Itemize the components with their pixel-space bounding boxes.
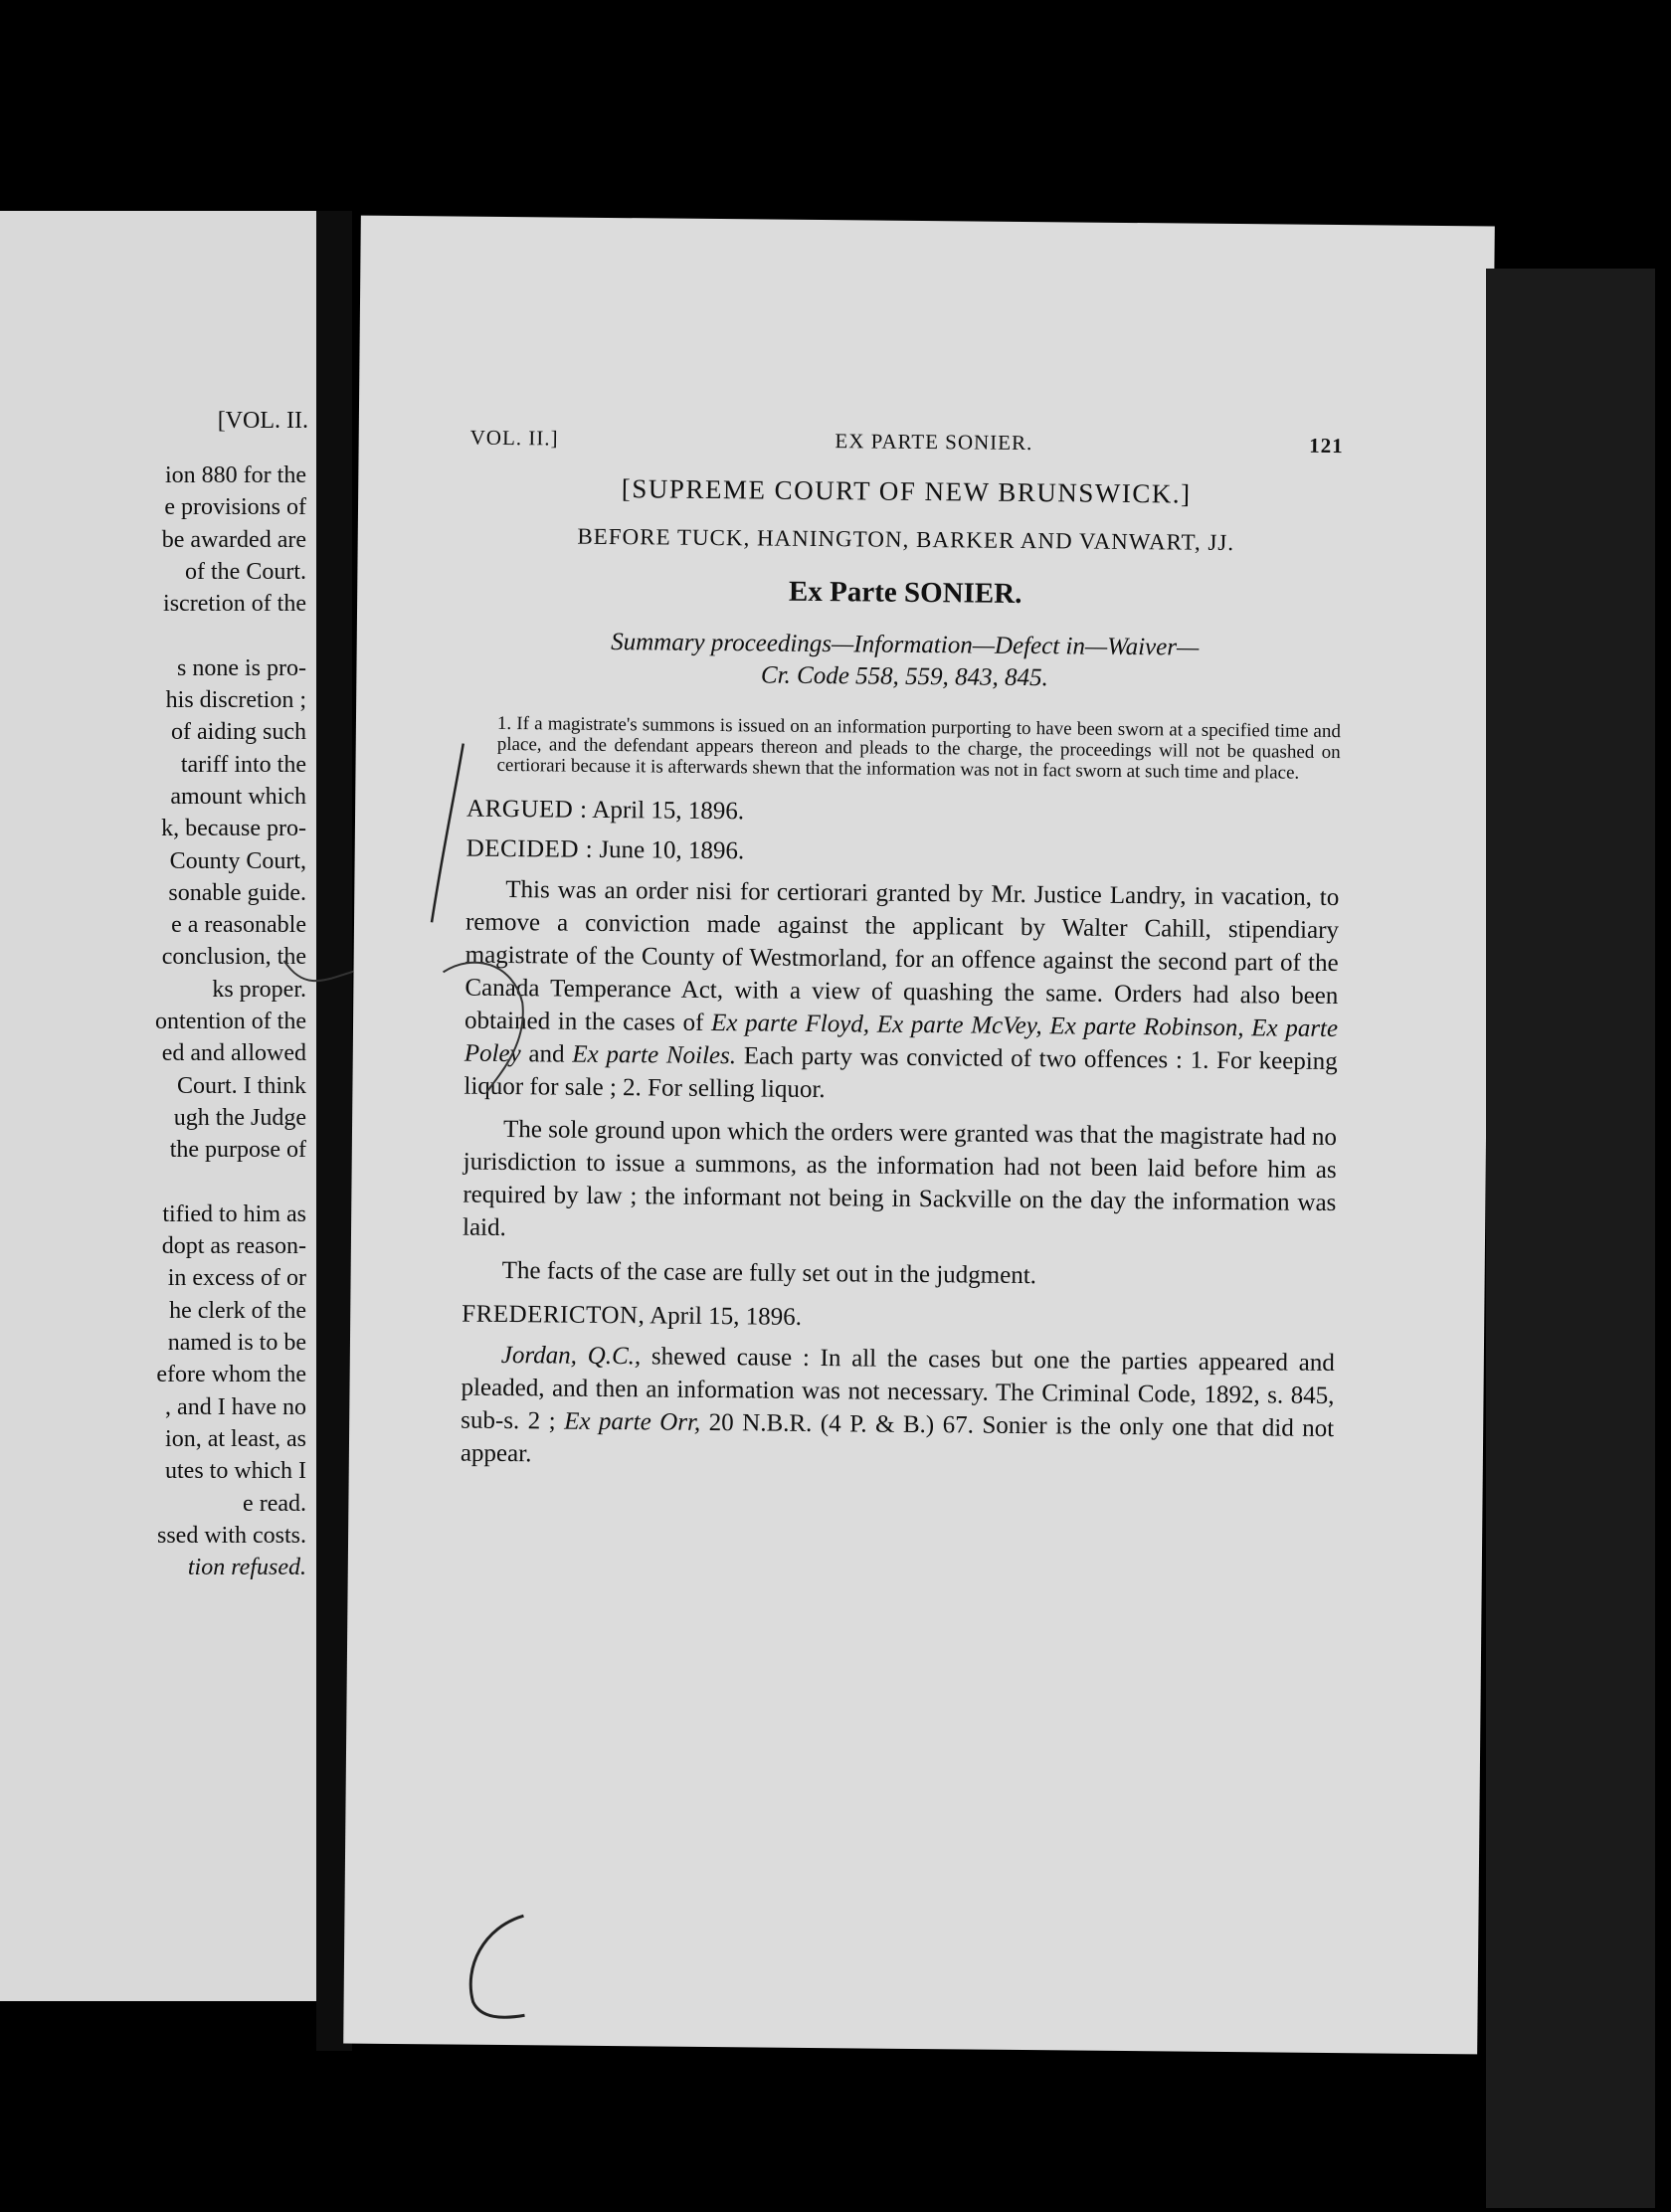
paragraph-ground: The sole ground upon which the orders were granted was that the magistrate had no jurisdiction to issue a summons, as the information had not been laid before him as required by law ; the informant not being in Sackville on the day the information was laid.	[462, 1115, 1338, 1242]
left-page-line: tariff into the	[180, 751, 306, 778]
pencil-margin-line	[414, 733, 555, 953]
case-citation: Ex parte Orr,	[564, 1407, 701, 1436]
bench-line: BEFORE TUCK, HANINGTON, BARKER AND VANWART, JJ.	[577, 523, 1235, 556]
right-page-text	[461, 426, 1344, 1478]
headnote: 1. If a magistrate's summons is issued on an information purporting to have been sworn at a specified time and place, and the defendant appears thereon and pleads to the charge, the proceedings will not be quashed on certiorari because it is afterwards shewn that the information was not in fact sworn at such time and place.	[496, 712, 1342, 784]
running-head-title: EX PARTE SONIER.	[835, 429, 1033, 456]
related-case-last: Ex parte Noiles.	[572, 1040, 737, 1070]
left-page-line	[8, 620, 306, 651]
summary-subjects	[467, 626, 1342, 697]
left-page-line: amount which	[170, 783, 306, 810]
paragraph-offences-text: Each party was convicted of two offences : 1. For keeping liquor for sale ; 2. For selling liquor.	[464, 1042, 1338, 1104]
left-page-line: ed and allowed	[161, 1040, 306, 1067]
left-page-line: dopt as reason-	[161, 1233, 306, 1260]
page-number: 121	[1309, 433, 1344, 459]
left-page-line: of aiding such	[171, 719, 306, 746]
pencil-squiggle	[273, 931, 533, 1112]
left-page-line: s none is pro-	[177, 654, 306, 681]
place-date-line	[462, 1301, 1335, 1337]
left-page-line: utes to which I	[165, 1458, 306, 1485]
left-running-head: [VOL. II.	[217, 408, 308, 434]
paragraph-facts-text: This was an order nisi for certiorari granted by Mr. Justice Landry, in vacation, to remove a conviction made against the applicant by Walter Cahill, stipendiary magistrate of the County of Westmorland, for an offence against the second part of the Canada Temperance Act, with a view of quashing the same. Orders had also been obtained in the cases of	[464, 875, 1340, 1036]
argument-text-end: 20 N.B.R. (4 P. & B.) 67. Sonier is the only one that did not appear.	[460, 1408, 1335, 1468]
paragraph-facts	[464, 873, 1339, 1111]
left-page-line: he clerk of the	[169, 1297, 306, 1324]
decided-label: DECIDED :	[465, 834, 594, 863]
place-date: April 15, 1896.	[650, 1302, 803, 1331]
left-page-line: his discretion ;	[165, 687, 306, 714]
argued-line	[466, 796, 1340, 831]
left-page-line: Court. I think	[177, 1072, 306, 1099]
left-page-line: ontention of the	[155, 1009, 306, 1035]
argued-label: ARGUED :	[465, 795, 588, 824]
left-page-line	[8, 1167, 306, 1198]
argument-text: shewed cause : In all the cases but one the parties appeared and pleaded, and then an information was not necessary. The Criminal Code, 1892, s. 845, sub-s. 2 ;	[461, 1343, 1335, 1435]
left-page-text	[8, 460, 306, 1583]
counsel-name: Jordan, Q.C.,	[500, 1341, 642, 1371]
left-page-line: sonable guide.	[168, 879, 306, 906]
left-page-line: tion refused.	[187, 1555, 306, 1581]
running-head-volume: VOL. II.]	[469, 425, 559, 451]
left-page-line: named is to be	[167, 1330, 306, 1357]
summary-line-2: Cr. Code 558, 559, 843, 845.	[760, 661, 1048, 692]
left-page-line: e read.	[243, 1490, 306, 1517]
paragraph-facts-note: The facts of the case are fully set out in the judgment.	[501, 1256, 1037, 1290]
page-edge-shadow	[1486, 269, 1655, 2208]
court-heading: [SUPREME COURT OF NEW BRUNSWICK.]	[621, 473, 1192, 509]
argued-date: April 15, 1896.	[592, 796, 745, 826]
running-head	[470, 426, 1344, 459]
paragraph-argument	[461, 1339, 1335, 1478]
decided-line	[466, 835, 1340, 871]
pencil-bracket-mark	[453, 1908, 573, 2028]
left-page-line: be awarded are	[161, 526, 306, 553]
left-page-line: tified to him as	[162, 1200, 306, 1227]
related-cases: Ex parte Floyd, Ex parte McVey, Ex parte Robinson, Ex parte Poley	[464, 1009, 1339, 1068]
summary-line-1: Summary proceedings—Information—Defect in—Waiver—	[611, 629, 1200, 661]
left-page-line: conclusion, the	[161, 944, 306, 971]
case-title: Ex Parte SONIER.	[788, 575, 1022, 610]
left-page-line: e a reasonable	[171, 912, 306, 939]
decided-date: June 10, 1896.	[599, 835, 745, 865]
left-page-line: of the Court.	[185, 558, 306, 585]
left-page-line: ion 880 for the	[165, 462, 306, 488]
conjunction-text: and	[528, 1040, 565, 1068]
left-page-line: iscretion of the	[163, 591, 306, 618]
left-page-line: ks proper.	[212, 976, 306, 1003]
left-page-line: , and I have no	[165, 1393, 306, 1420]
left-page	[0, 211, 316, 2001]
left-page-line: in excess of or	[167, 1265, 306, 1292]
left-page-line: e provisions of	[164, 494, 306, 521]
left-page-line: ssed with costs.	[157, 1522, 306, 1549]
left-page-line: ion, at least, as	[165, 1425, 306, 1452]
left-page-line: ugh the Judge	[173, 1104, 306, 1131]
place-label: FREDERICTON,	[462, 1300, 646, 1330]
left-page-line: County Court,	[169, 847, 306, 874]
left-page-line: efore whom the	[156, 1362, 306, 1388]
left-page-line: k, because pro-	[161, 816, 306, 842]
right-page	[343, 216, 1495, 2055]
left-page-line: the purpose of	[169, 1137, 306, 1164]
